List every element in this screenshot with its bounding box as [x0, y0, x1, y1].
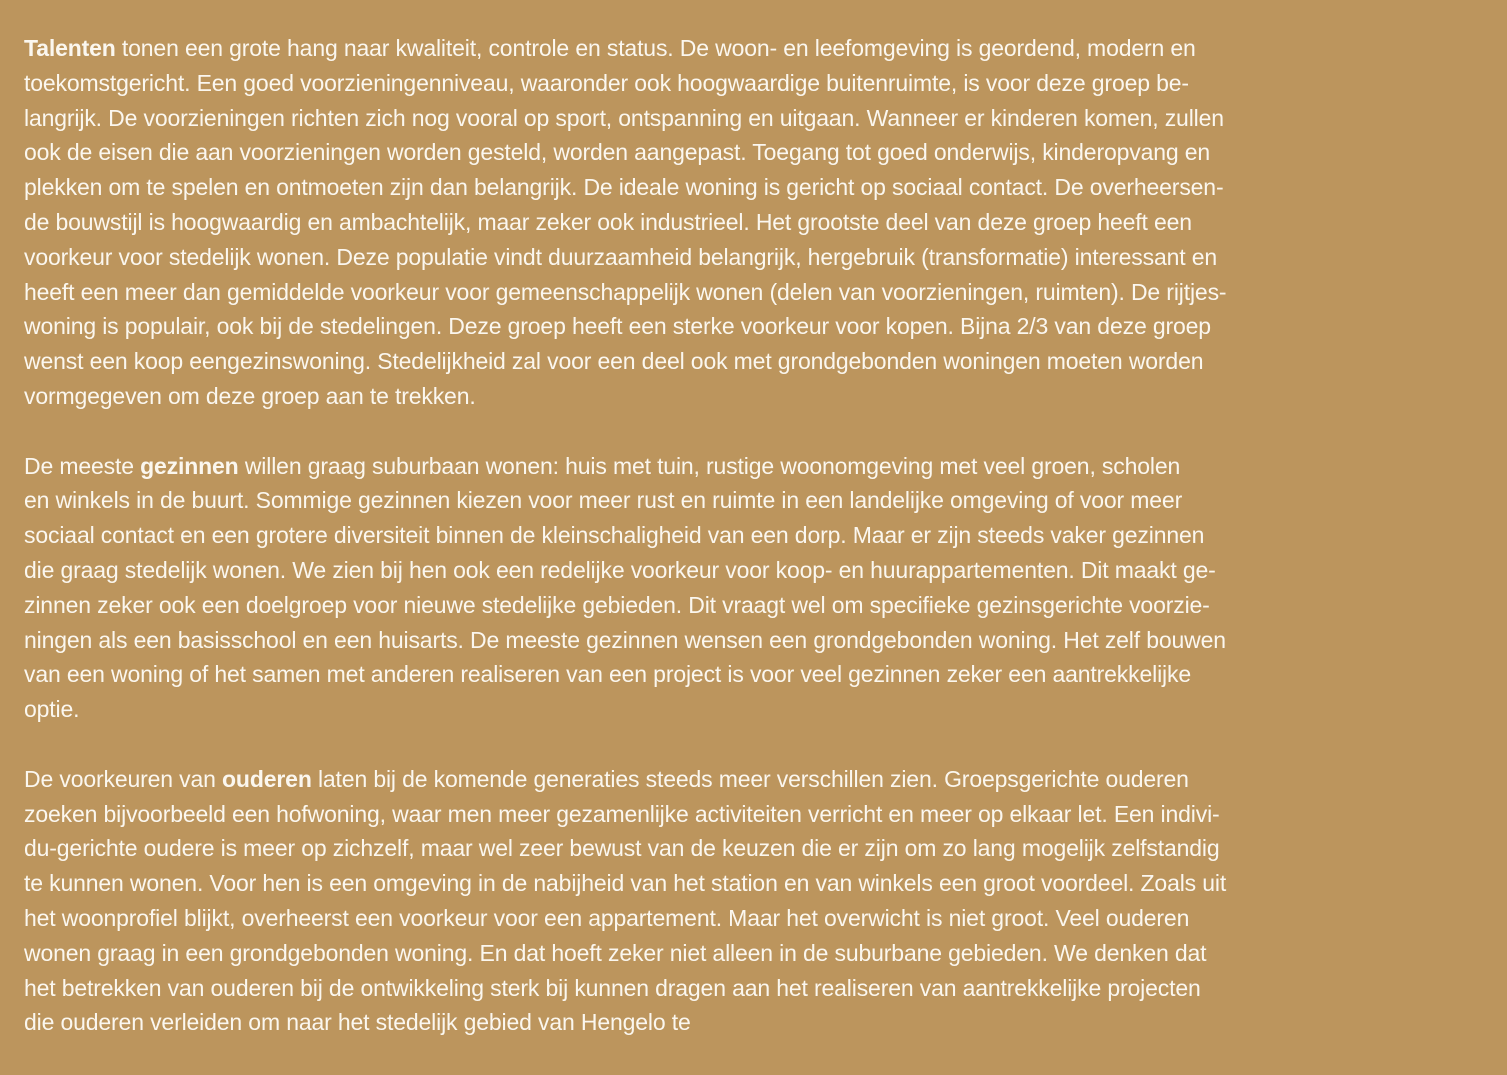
text-line [24, 762, 1226, 797]
text-line: die ouderen verleiden om naar het stedelijk gebied van Hengelo te [24, 1009, 691, 1036]
text-line: zinnen zeker ook een doelgroep voor nieuwe stedelijke gebieden. Dit vraagt wel om specifieke gezinsgerichte voorzie- [24, 591, 1210, 618]
text-line: de bouwstijl is hoogwaardig en ambachtelijk, maar zeker ook industrieel. Het grootste deel van deze groep heeft een [24, 208, 1192, 235]
text-line: die graag stedelijk wonen. We zien bij hen ook een redelijke voorkeur voor koop- en huurappartementen. Dit maakt ge- [24, 556, 1216, 583]
keyword-gezinnen: gezinnen [140, 452, 239, 479]
text-line: wenst een koop eengezinswoning. Stedelijkheid zal voor een deel ook met grondgebonden woningen moeten worden [24, 348, 1204, 375]
text-lead: De voorkeuren van [24, 765, 223, 792]
text-line: ningen als een basisschool en een huisarts. De meeste gezinnen wensen een grondgebonden woning. Het zelf bouwen [24, 626, 1226, 653]
text-line: du-gerichte oudere is meer op zichzelf, maar wel zeer bewust van de keuzen die er zijn om zo lang mogelijk zelfstandig [24, 835, 1220, 862]
paragraph-ouderen [24, 762, 1226, 1040]
text-line: optie. [24, 696, 80, 723]
text-line [24, 449, 1226, 484]
paragraph-talenten [24, 31, 1226, 414]
paragraph-gezinnen [24, 449, 1226, 727]
keyword-ouderen: ouderen [222, 765, 312, 792]
text-rest: tonen een grote hang naar kwaliteit, controle en status. De woon- en leefomgeving is geordend, modern en [115, 35, 1196, 61]
keyword-talenten: Talenten [24, 35, 116, 61]
text-line: sociaal contact en een grotere diversiteit binnen de kleinschaligheid van een dorp. Maar er zijn steeds vaker gezinnen [24, 522, 1205, 549]
text-line: langrijk. De voorzieningen richten zich nog vooral op sport, ontspanning en uitgaan. Wanneer er kinderen komen, zullen [24, 104, 1224, 131]
text-rest: willen graag suburbaan wonen: huis met tuin, rustige woonomgeving met veel groen, scholen [238, 452, 1181, 479]
text-line: het betrekken van ouderen bij de ontwikkeling sterk bij kunnen dragen aan het realiseren van aantrekkelijke projecten [24, 974, 1201, 1001]
text-line: ook de eisen die aan voorzieningen worden gesteld, worden aangepast. Toegang tot goed onderwijs, kinderopvang en [24, 139, 1211, 166]
text-line [24, 31, 1226, 66]
text-line: toekomstgericht. Een goed voorzieningenniveau, waaronder ook hoogwaardige buitenruimte, is voor deze groep be- [24, 69, 1189, 96]
text-line: woning is populair, ook bij de stedelingen. Deze groep heeft een sterke voorkeur voor kopen. Bijna 2/3 van deze groep [24, 313, 1211, 340]
text-line: heeft een meer dan gemiddelde voorkeur voor gemeenschappelijk wonen (delen van voorzieningen, ruimten). De rijtjes- [24, 278, 1227, 305]
text-line: plekken om te spelen en ontmoeten zijn dan belangrijk. De ideale woning is gericht op sociaal contact. De overheersen- [24, 174, 1224, 201]
document-body [24, 31, 1226, 1075]
text-line: vormgegeven om deze groep aan te trekken. [24, 382, 476, 409]
text-line: zoeken bijvoorbeeld een hofwoning, waar men meer gezamenlijke activiteiten verricht en meer op elkaar let. Een indivi- [24, 800, 1220, 827]
text-line: van een woning of het samen met anderen realiseren van een project is voor veel gezinnen zeker een aantrekkelijke [24, 661, 1191, 688]
text-line: wonen graag in een grondgebonden woning. En dat hoeft zeker niet alleen in de suburbane gebieden. We denken dat [24, 939, 1207, 966]
text-line: en winkels in de buurt. Sommige gezinnen kiezen voor meer rust en ruimte in een landelijke omgeving of voor meer [24, 487, 1183, 514]
text-line: het woonprofiel blijkt, overheerst een voorkeur voor een appartement. Maar het overwicht is niet groot. Veel ouderen [24, 904, 1190, 931]
text-line: te kunnen wonen. Voor hen is een omgeving in de nabijheid van het station en van winkels een groot voordeel. Zoals uit [24, 870, 1227, 897]
text-lead: De meeste [24, 452, 141, 479]
text-line: voorkeur voor stedelijk wonen. Deze populatie vindt duurzaamheid belangrijk, hergebruik (transformatie) interessant en [24, 243, 1218, 270]
text-rest: laten bij de komende generaties steeds meer verschillen zien. Groepsgerichte ouderen [311, 765, 1189, 792]
